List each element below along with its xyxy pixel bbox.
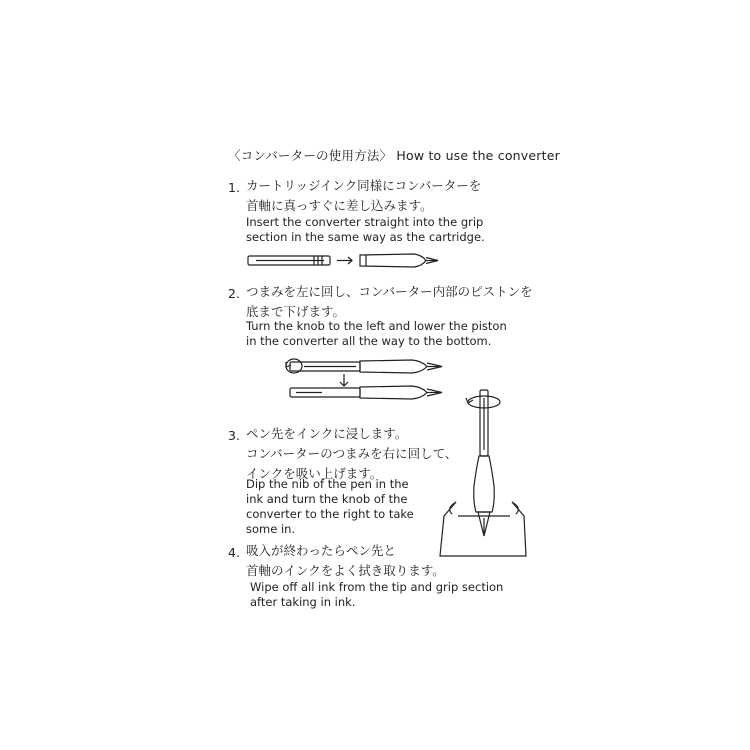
step-3-jp-line: ペン先をインクに浸します。 <box>246 426 408 441</box>
step-4-jp-line: 首軸のインクをよく拭き取ります。 <box>246 563 445 578</box>
step-1-en-line: Insert the converter straight into the grip <box>246 215 484 229</box>
page-title: 〈コンバーターの使用方法〉 How to use the converter <box>228 148 560 163</box>
knob-turn-icon <box>282 350 452 405</box>
step-4-number: 4. <box>228 545 240 560</box>
step-4-en-line: Wipe off all ink from the tip and grip section <box>250 580 504 594</box>
step-2-en-line: Turn the knob to the left and lower the piston <box>246 319 507 333</box>
step-3-jp-line: コンバーターのつまみを右に回して、 <box>246 446 458 461</box>
step-3-en-line: ink and turn the knob of the <box>246 492 408 506</box>
step-2-jp-line: 底まで下げます。 <box>246 304 346 319</box>
step-3-japanese <box>246 424 457 484</box>
step-4-japanese <box>246 541 445 581</box>
step-1-japanese <box>246 176 481 216</box>
step-3-en-line: converter to the right to take <box>246 507 414 521</box>
step-3-jp-line: インクを吸い上げます。 <box>246 466 383 481</box>
step-2-number: 2. <box>228 286 240 301</box>
step-3-number: 3. <box>228 428 240 443</box>
step-4-en-line: after taking in ink. <box>250 595 356 609</box>
step-2-english <box>246 319 507 349</box>
step-2-japanese <box>246 282 533 322</box>
converter-insertion-icon <box>244 248 444 274</box>
step-4-jp-line: 吸入が終わったらペン先と <box>246 543 396 558</box>
step-1-jp-line: 首軸に真っすぐに差し込みます。 <box>246 198 433 213</box>
step-2-en-line: in the converter all the way to the bottom. <box>246 334 492 348</box>
step-3-en-line: Dip the nib of the pen in the <box>246 477 409 491</box>
step-1-english <box>246 215 485 245</box>
ink-bottle-pen-icon <box>436 384 534 566</box>
step-1-number: 1. <box>228 180 240 195</box>
step-1-en-line: section in the same way as the cartridge. <box>246 230 485 244</box>
step-4-english <box>250 580 503 610</box>
step-1-jp-line: カートリッジインク同様にコンバーターを <box>246 178 482 193</box>
step-2-jp-line: つまみを左に回し、コンバーター内部のピストンを <box>246 284 533 299</box>
step-3-english <box>246 477 414 537</box>
step-3-en-line: some in. <box>246 522 296 536</box>
